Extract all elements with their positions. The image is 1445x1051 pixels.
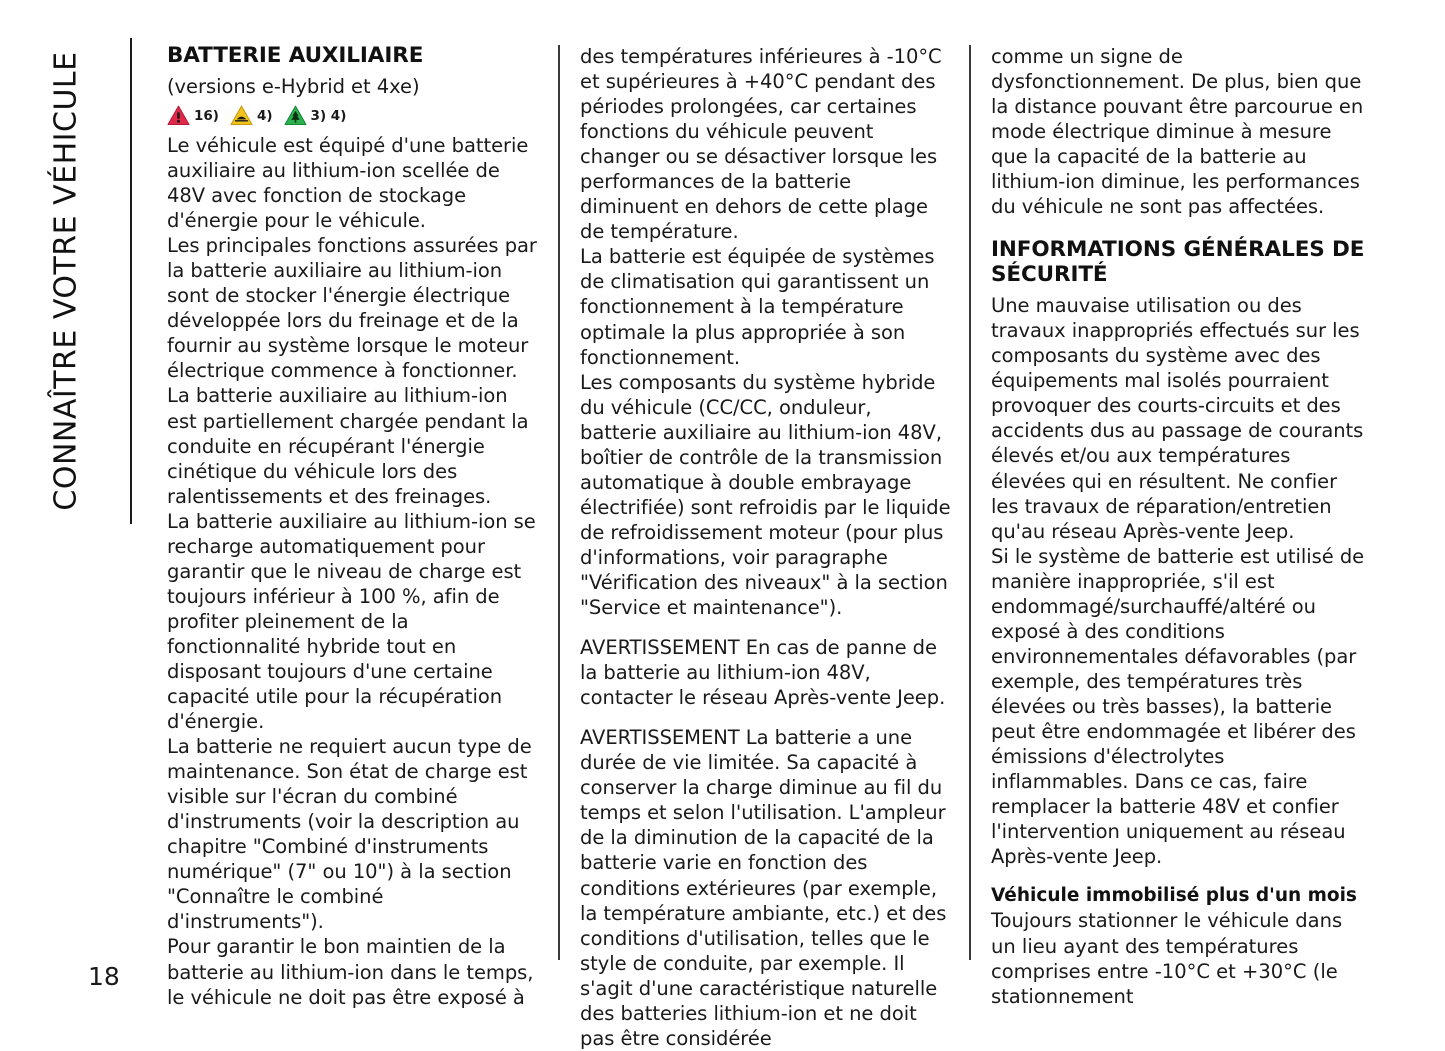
- section-tab-label: CONNAÎTRE VOTRE VÉHICULE: [48, 51, 84, 511]
- column-divider-1: [558, 45, 560, 960]
- column-one: [167, 44, 541, 1010]
- warning-paragraph: AVERTISSEMENT En cas de panne de la batterie au lithium-ion 48V, contacter le réseau Après-vente Jeep.: [580, 636, 946, 710]
- warning-triangle-green-tree-icon: [284, 105, 307, 126]
- paragraph: Le véhicule est équipé d'une batterie auxiliaire au lithium-ion scellée de 48V avec fonction de stockage d'énergie pour le véhicule.: [167, 133, 529, 233]
- paragraph: La batterie est équipée de systèmes de climatisation qui garantissent un fonctionnement à la température optimale la plus appropriée à son fonctionnement.: [580, 245, 935, 369]
- paragraph: comme un signe de dysfonctionnement. De plus, bien que la distance pouvant être parcourue en mode électrique diminue à mesure que la capacité de la batterie au lithium-ion diminue, les performances du véhicule ne sont pas affectées.: [991, 45, 1364, 219]
- section-tab-rule: [130, 38, 132, 524]
- column-one-subtitle: (versions e-Hybrid et 4xe): [167, 74, 420, 98]
- section-tab: [0, 38, 132, 524]
- paragraph: La batterie auxiliaire au lithium-ion se recharge automatiquement pour garantir que le niveau de charge est toujours inférieur à 100 %, afin de profiter pleinement de la fonctionnalité hybride tout en disposant toujours d'une certaine capacité utile pour la récupération d'énergie.: [167, 509, 536, 734]
- column-three: [991, 44, 1365, 1011]
- warning-symbol-reference: 4): [256, 107, 273, 124]
- page-number: 18: [88, 962, 120, 991]
- paragraph: La batterie auxiliaire au lithium-ion est partiellement chargée pendant la conduite en récupérant l'énergie cinétique du véhicule lors des ralentissements et des freinages.: [167, 384, 529, 508]
- warning-symbol-reference: 16): [194, 107, 219, 124]
- paragraph: Les principales fonctions assurées par la batterie auxiliaire au lithium-ion sont de stocker l'énergie électrique développée lors du freinage et de la fournir au système lorsque le moteur électrique commence à fonctionner.: [167, 234, 537, 383]
- paragraph: Pour garantir le bon maintien de la batterie au lithium-ion dans le temps, le véhicule ne doit pas être exposé à: [167, 935, 534, 1009]
- subsection-heading: Véhicule immobilisé plus d'un mois: [991, 885, 1357, 907]
- paragraph: Une mauvaise utilisation ou des travaux inappropriés effectués sur les composants du système avec des équipements mal isolés pourraient provoquer des courts-circuits et des accidents dus au passage de courants élevés et/ou aux températures élevées qui en résultent. Ne confier les travaux de réparation/entretien qu'au réseau Après-vente Jeep.: [991, 294, 1364, 543]
- warning-paragraph: AVERTISSEMENT La batterie a une durée de vie limitée. Sa capacité à conserver la charge diminue au fil du temps et selon l'utilisation. L'ampleur de la diminution de la capacité de la batterie varie en fonction des conditions extérieures (par exemple, la température ambiante, etc.) et des conditions d'utilisation, telles que le style de conduite, par exemple. Il s'agit d'une caractéristique naturelle des batteries lithium-ion et ne doit pas être considérée: [580, 726, 947, 1050]
- warning-symbol-reference: 3) 4): [310, 107, 347, 124]
- page-title: BATTERIE AUXILIAIRE: [167, 43, 424, 68]
- paragraph: La batterie ne requiert aucun type de maintenance. Son état de charge est visible sur l'écran du combiné d'instruments (voir la description au chapitre "Combiné d'instruments numérique" (7" ou 10") à la section "Connaître le combiné d'instruments").: [167, 735, 532, 934]
- warning-triangle-red-exclamation-icon: [167, 105, 190, 126]
- section-heading: INFORMATIONS GÉNÉRALES DE SÉCURITÉ: [991, 237, 1365, 288]
- paragraph: des températures inférieures à -10°C et supérieures à +40°C pendant des périodes prolongées, car certaines fonctions du véhicule peuvent changer ou se désactiver lorsque les performances de la batterie diminuent en dehors de cette plage de température.: [580, 45, 942, 244]
- warning-triangle-yellow-skid-icon: [230, 105, 253, 126]
- warning-symbol-row: [167, 104, 541, 128]
- paragraph: Si le système de batterie est utilisé de manière inappropriée, s'il est endommagé/surchauffé/altéré ou exposé à des conditions environnementales défavorables (par exemple, des températures très élevées ou très basses), la batterie peut être endommagée et libérer des émissions d'électrolytes inflammables. Dans ce cas, faire remplacer la batterie 48V et confier l'intervention uniquement au réseau Après-vente Jeep.: [991, 544, 1365, 869]
- paragraph: Toujours stationner le véhicule dans un lieu ayant des températures comprises entre -10°C et +30°C (le stationnement: [991, 909, 1343, 1008]
- column-two: [580, 44, 954, 1051]
- column-divider-2: [969, 45, 971, 960]
- paragraph: Les composants du système hybride du véhicule (CC/CC, onduleur, batterie auxiliaire au lithium-ion 48V, boîtier de contrôle de la transmission automatique à double embrayage électrifiée) sont refroidis par le liquide de refroidissement moteur (pour plus d'informations, voir paragraphe "Vérification des niveaux" à la section "Service et maintenance").: [580, 370, 951, 620]
